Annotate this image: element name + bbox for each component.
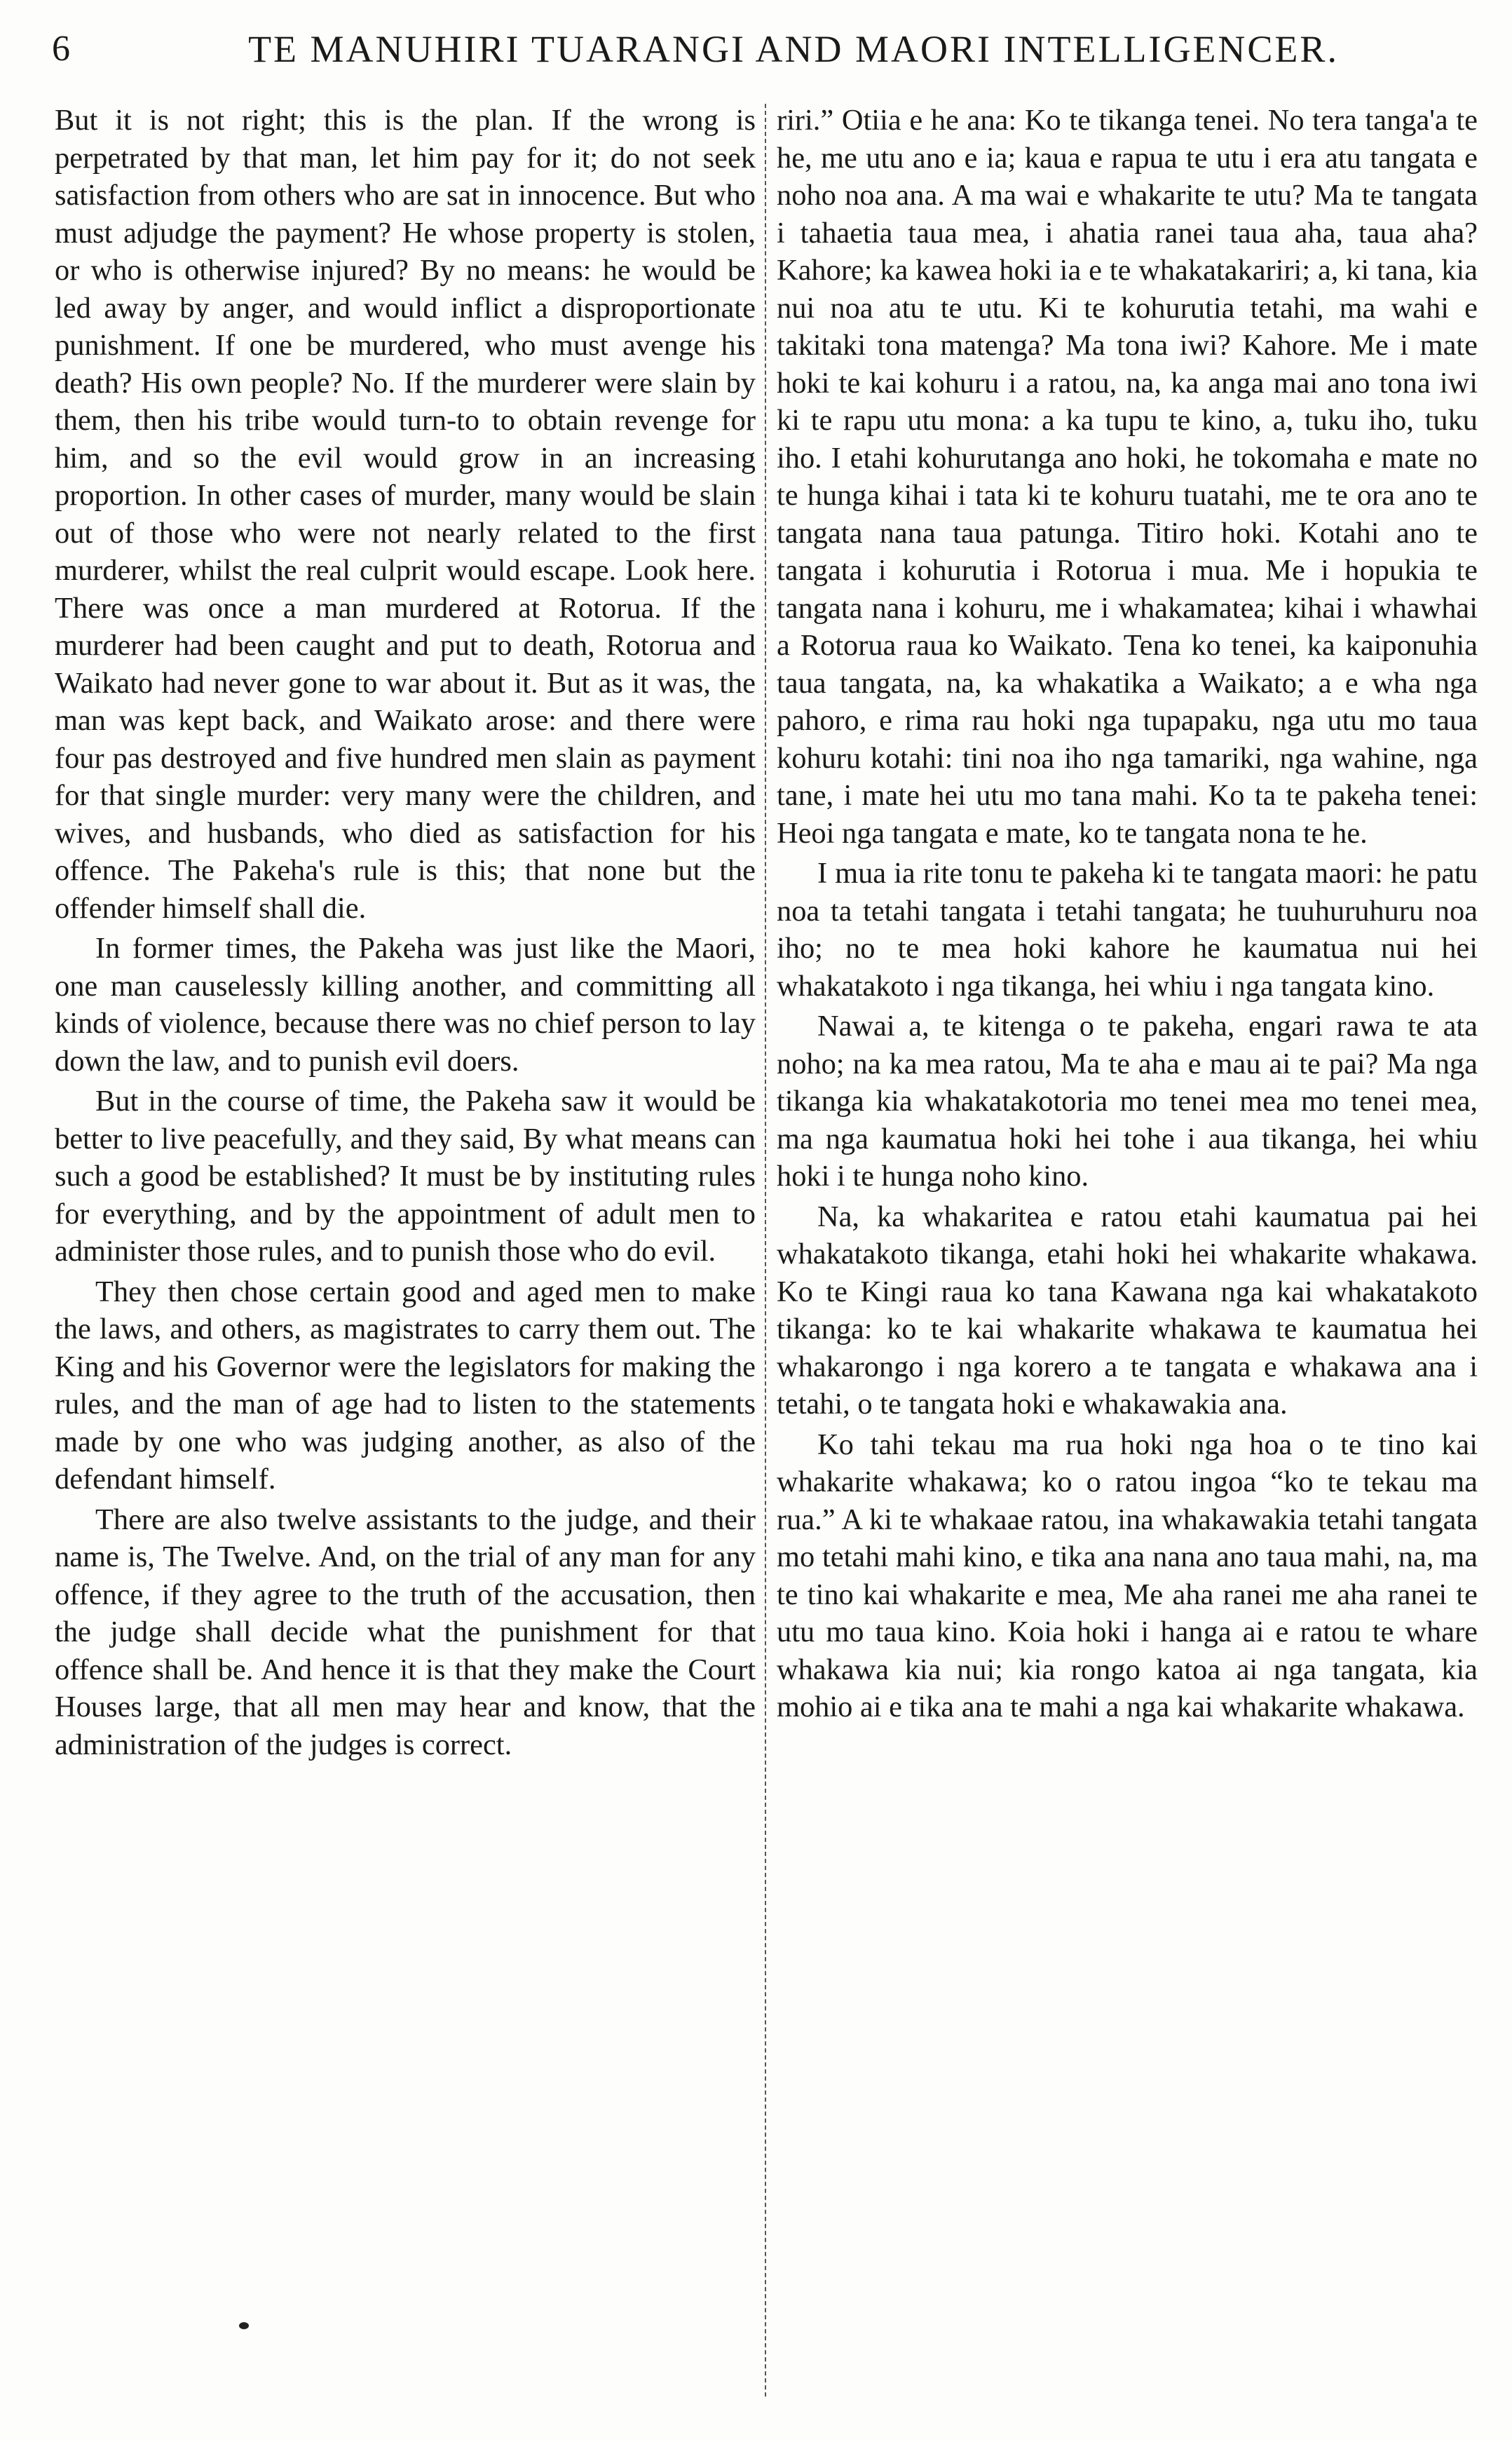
maori-paragraph: Nawai a, te kitenga o te pakeha, engari rawa te ata noho; na ka mea ratou, Ma te aha e mau ai te pai? Ma nga tikanga kia whakatakotoria mo tenei mea mo tenei mea, ma nga kaumatua hoki hei tohe i aua tikanga, hei whiu hoki i te hunga noho kino. <box>777 1010 1478 1193</box>
maori-paragraph: Na, ka whakaritea e ratou etahi kaumatua pai hei whakatakoto tikanga, etahi hoki hei whakarite whakawa. Ko te Kingi raua ko tana Kawana nga kai whakatakoto tikanga: ko te kai whakarite whakawa te kaumatua hei whakarongo i nga korero a te tangata e whakawa ana i tetahi, o te tangata hoki e whakawakia ana. <box>777 1200 1478 1421</box>
page-number: 6 <box>52 29 70 69</box>
ink-speck <box>239 2322 249 2329</box>
page-header <box>52 24 1461 74</box>
column-divider <box>765 104 766 2397</box>
maori-paragraph: riri.” Otiia e he ana: Ko te tikanga tenei. No tera tanga'a te he, me utu ano e ia; kaua e rapua te utu i era atu tangata e noho noa ana. A ma wai e whakarite te utu? Ma te tangata i tahaetia taua mea, i ahatia ranei taua aha, taua aha? Kahore; ka kawea hoki ia e te whakatakariri; a, ki tana, kia nui noa atu te utu. Ki te kohurutia tetahi, ma wahi e takitaki tona matenga? Ma tona iwi? Kahore. Me i mate hoki te kai kohuru i a ratou, na, ka anga mai ano tona iwi ki te rapu utu mona: a ka tupu te kino, a, tuku iho, tuku iho. I etahi kohurutanga ano hoki, he tokomaha e mate no te hunga kihai i tata ki te kohuru tuatahi, me te ora ano te tangata nana taua patunga. Titiro hoki. Kotahi ano te tangata i kohurutia i Rotorua i mua. Me i hopukia te tangata nana i kohuru, me i whakamatea; kihai i whawhai a Rotorua raua ko Waikato. Tena ko tenei, ka kaiponuhia taua tangata, na, ka whakatika a Waikato; a e wha nga pahoro, e rima rau hoki nga tupapaku, nga utu mo taua kohuru kotahi: tini noa iho nga tamariki, nga wahine, nga tane, i mate hei utu mo tana mahi. Ko ta te pakeha tenei: Heoi nga tangata e mate, ko te tangata nona te he. <box>777 104 1478 850</box>
maori-paragraph: Ko tahi tekau ma rua hoki nga hoa o te tino kai whakarite whakawa; ko o ratou ingoa “ko te tekau ma rua.” A ki te whakaae ratou, ina whakawakia tetahi tangata mo tetahi mahi kino, e tika ana nana ano taua mahi, na, ma te tino kai whakarite e mea, Me aha ranei me aha ranei te utu mo taua kino. Koia hoki i hanga ai e ratou te whare whakawa kia nui; kia rongo katoa ai nga tangata, kia mohio ai e tika ana te mahi a nga kai whakarite whakawa. <box>777 1428 1478 1723</box>
english-paragraph: They then chose certain good and aged men to make the laws, and others, as magistrates to carry them out. The King and his Governor were the legislators for making the rules, and the man of age had to listen to the statements made by one who was judging another, as also of the defendant himself. <box>55 1275 756 1496</box>
maori-paragraph: I mua ia rite tonu te pakeha ki te tangata maori: he patu noa ta tetahi tangata i tetahi tangata; he tuuhuruhuru noa iho; no te mea hoki kahore he kaumatua nui hei whakatakoto i nga tikanga, hei whiu i nga tangata kino. <box>777 857 1478 1003</box>
english-paragraph: But it is not right; this is the plan. If the wrong is perpetrated by that man, let him pay for it; do not seek satisfaction from others who are sat in innocence. But who must adjudge the payment? He whose property is stolen, or who is otherwise injured? By no means: he would be led away by anger, and would inflict a disproportionate punishment. If one be murdered, who must avenge his death? His own people? No. If the murderer were slain by them, then his tribe would turn-to to obtain revenge for him, and so the evil would grow in an increasing proportion. In other cases of murder, many would be slain out of those who were not nearly related to the first murderer, whilst the real culprit would escape. Look here. There was once a man murdered at Rotorua. If the murderer had been caught and put to death, Rotorua and Waikato had never gone to war about it. But as it was, the man was kept back, and Waikato arose: and there were four pas destroyed and five hundred men slain as payment for that single murder: very many were the children, and wives, and husbands, who died as satisfaction for his offence. The Pakeha's rule is this; that none but the offender himself shall die. <box>55 104 756 925</box>
masthead-title: TE MANUHIRI TUARANGI AND MAORI INTELLIGENCER. <box>248 28 1339 70</box>
english-column <box>55 102 756 1766</box>
maori-column <box>777 102 1478 1729</box>
english-paragraph: But in the course of time, the Pakeha saw it would be better to live peacefully, and they said, By what means can such a good be established? It must be by instituting rules for everything, and by the appointment of adult men to administer those rules, and to punish those who do evil. <box>55 1085 756 1268</box>
english-paragraph: In former times, the Pakeha was just like the Maori, one man causelessly killing another, and committing all kinds of violence, because there was no chief person to lay down the law, and to punish evil doers. <box>55 932 756 1078</box>
english-paragraph: There are also twelve assistants to the judge, and their name is, The Twelve. And, on the trial of any man for any offence, if they agree to the truth of the accusation, then the judge shall decide what the punishment for that offence shall be. And hence it is that they make the Court Houses large, that all men may hear and know, that the administration of the judges is correct. <box>55 1503 756 1761</box>
